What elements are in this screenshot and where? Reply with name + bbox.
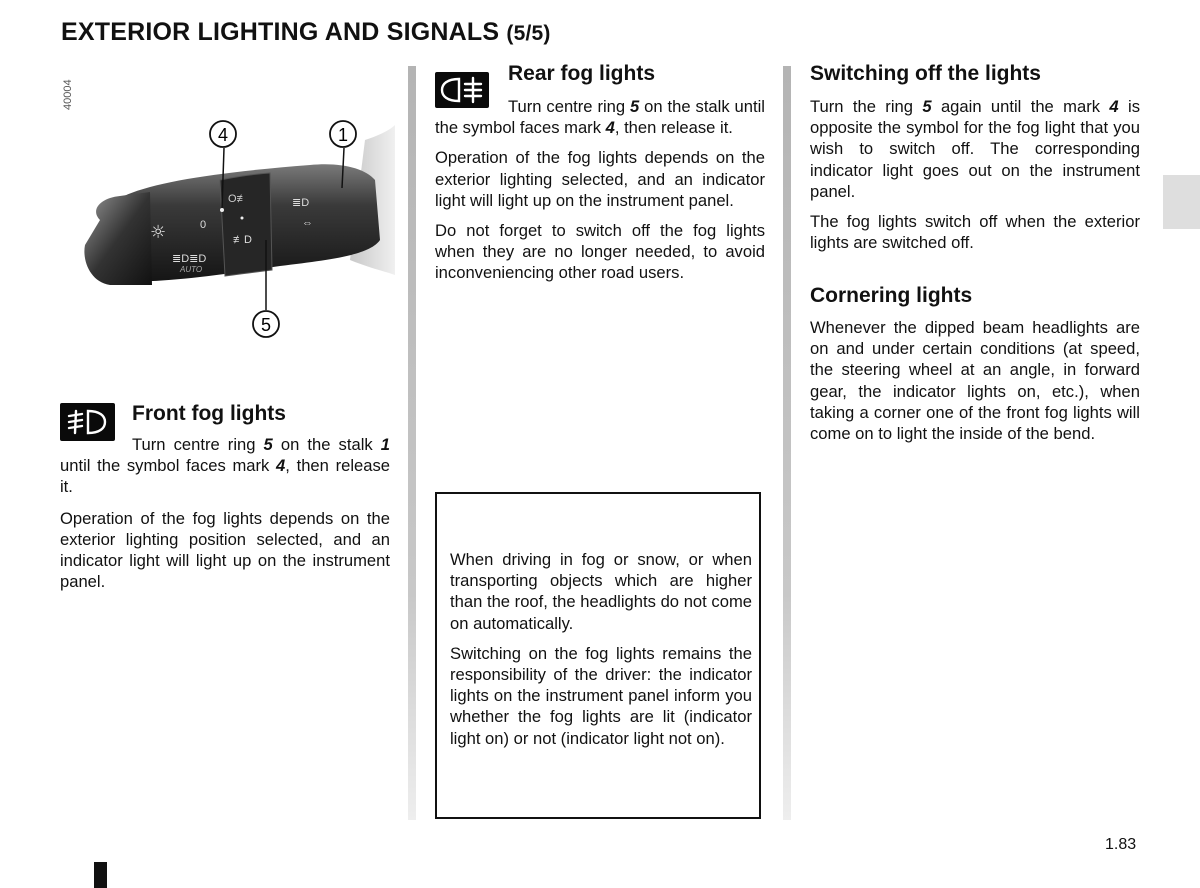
front-fog-paragraph-2: Operation of the fog lights depends on the exterior lighting position selected, and an indicator light will light up on the instrument panel.	[60, 508, 390, 592]
rear-fog-paragraph-2: Operation of the fog lights depends on the exterior lighting selected, and an indicator light will light up on the instrument panel.	[435, 148, 765, 210]
page-title-text: EXTERIOR LIGHTING AND SIGNALS	[61, 18, 500, 46]
cornering-section	[810, 317, 1140, 444]
cornering-heading: Cornering lights	[810, 284, 973, 307]
figure-code: 40004	[62, 79, 74, 110]
page-title-suffix: (5/5)	[506, 22, 551, 45]
front-fog-symbol-icon: ≢D	[233, 234, 252, 246]
beam-symbol-icon: ≣D	[292, 197, 310, 209]
mark-4-dot	[220, 208, 224, 212]
page-number: 1.83	[1105, 836, 1137, 853]
headlight-symbol-icon: ≣D≣D	[172, 253, 207, 265]
page-title	[61, 18, 551, 47]
rear-fog-symbol-icon: O≢	[228, 193, 248, 205]
callout-1	[330, 121, 356, 147]
column-separator-left	[408, 66, 416, 820]
switching-off-section	[810, 96, 1140, 253]
flash-symbol-icon: ⇔	[302, 217, 313, 229]
bottom-marker	[94, 862, 107, 888]
centre-ring	[220, 173, 272, 276]
light-symbol-icon: ☼	[150, 222, 167, 243]
switching-off-heading: Switching off the lights	[810, 62, 1041, 85]
rear-fog-heading: Rear fog lights	[508, 62, 656, 85]
front-fog-heading: Front fog lights	[132, 402, 286, 425]
cornering-paragraph-1: Whenever the dipped beam headlights are on and under certain conditions (at speed, the steering wheel at an angle, in forward gear, the indicator lights on, etc.), when taking a corner one of the front fog lights will come on to light the inside of the bend.	[810, 318, 1140, 444]
callout-4	[210, 121, 236, 147]
note-paragraph-2: Switching on the fog lights remains the responsibility of the driver: the indicator lights on the instrument panel inform you whether the fog lights are lit (indicator light on) or not (indicator light not on).	[450, 643, 752, 748]
stalk-zero-label: 0	[200, 219, 207, 231]
stalk-auto-label: AUTO	[180, 265, 203, 274]
switching-off-paragraph-2: The fog lights switch off when the exterior lights are switched off.	[810, 212, 1140, 253]
switching-off-paragraph-1: Turn the ring 5 again until the mark 4 is opposite the symbol for the fog light that you wish to switch off. The corresponding indicator light goes out on the instrument panel.	[810, 97, 1140, 201]
ring-dot	[241, 217, 244, 220]
stalk-illustration	[80, 110, 395, 350]
front-fog-paragraph-1: Turn centre ring 5 on the stalk 1 until the symbol faces mark 4, then release it.	[60, 435, 390, 497]
note-paragraph-1: When driving in fog or snow, or when transporting objects which are higher than the roof, the headlights do not come on automatically.	[450, 550, 752, 633]
stalk-tip	[84, 192, 152, 285]
rear-fog-section	[435, 96, 765, 284]
rear-fog-paragraph-3: Do not forget to switch off the fog lights when they are no longer needed, to avoid inconveniencing other road users.	[435, 221, 765, 283]
svg-text:5: 5	[260, 315, 272, 335]
front-fog-section	[60, 434, 390, 592]
rear-fog-paragraph-1: Turn centre ring 5 on the stalk until the symbol faces mark 4, then release it.	[435, 97, 765, 138]
column-separator-right	[783, 66, 791, 820]
svg-text:1: 1	[337, 125, 349, 145]
note-box	[435, 492, 761, 819]
callout-5	[253, 311, 279, 337]
chapter-tab	[1163, 175, 1200, 229]
svg-text:4: 4	[217, 125, 229, 145]
